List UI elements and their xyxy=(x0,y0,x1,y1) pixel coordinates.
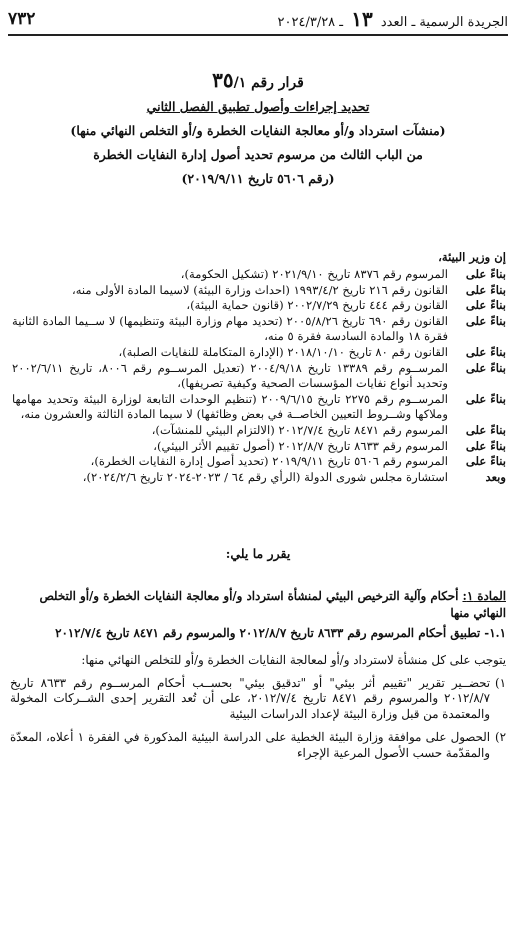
preamble-item-label: وبعد xyxy=(485,469,506,484)
decision-title-line4: (رقم ٥٦٠٦ تاريخ ٢٠١٩/٩/١١) xyxy=(181,171,335,186)
article-item-text: الحصول على موافقة وزارة البيئة الخطية على الدراسة البيئية المذكورة في الفقرة ١ أعلاه، المعدّة والمقدّمة حسب الأصول المرعية الإجراء xyxy=(10,730,490,760)
preamble xyxy=(12,249,506,485)
preamble-item-text: المرســوم رقم ٢٢٧٥ تاريخ ٢٠٠٩/٦/١٥ (تنظيم الوحدات التابعة لوزارة البيئة وتحديد مهامها وملاكها وشــروط التعيين الخاصــة في بعض وظائفها) لا سيما المادة الثالثة والعشرون منه، xyxy=(12,391,448,422)
preamble-item-text: القانون رقم ٤٤٤ تاريخ ٢٠٠٢/٧/٢٩ (قانون حماية البيئة)، xyxy=(186,298,448,313)
article-item xyxy=(10,676,506,722)
page-header xyxy=(8,8,508,36)
issue-date: ـ ٢٠٢٤/٣/٢٨ xyxy=(277,15,344,30)
preamble-item xyxy=(12,345,506,361)
preamble-item xyxy=(12,470,506,486)
decision-number: قرار رقم ٣٥/١ xyxy=(212,68,304,92)
preamble-item xyxy=(12,439,506,455)
preamble-item xyxy=(12,392,506,423)
gazette-info xyxy=(278,7,508,31)
decision-title-line1: تحديد إجراءات وأصول تطبيق الفصل الثاني xyxy=(146,99,370,114)
preamble-item xyxy=(12,314,506,345)
preamble-item-label: بناءً على xyxy=(465,298,506,313)
article-1-title xyxy=(10,588,506,622)
preamble-item-text: القانون رقم ٦٩٠ تاريخ ٢٠٠٥/٨/٢٦ (تحديد مهام وزارة البيئة وتنظيمها) لا ســيما المادة الثانية فقرة ١٨ والمادة السادسة فقرة ٥ منه، xyxy=(12,313,448,344)
preamble-item xyxy=(12,423,506,439)
article-1-heading: أحكام وآلية الترخيص البيئي لمنشأة استرداد و/أو معالجة النفايات الخطرة و/أو التخلص النهائي منها xyxy=(39,589,506,620)
preamble-list xyxy=(12,267,506,485)
preamble-item-text: المرسوم رقم ٥٦٠٦ تاريخ ٢٠١٩/٩/١١ (تحديد أصول إدارة النفايات الخطرة)، xyxy=(90,454,448,469)
preamble-item-label: بناءً على xyxy=(465,438,506,453)
preamble-item-text: المرسوم رقم ٨٣٧٦ تاريخ ٢٠٢١/٩/١٠ (تشكيل الحكومة)، xyxy=(180,267,448,281)
preamble-item-label: بناءً على xyxy=(465,454,506,469)
preamble-item-label: بناءً على xyxy=(465,267,506,281)
preamble-item xyxy=(12,454,506,470)
preamble-item-text: القانون رقم ٨٠ تاريخ ٢٠١٨/١٠/١٠ (الإدارة المتكاملة للنفايات الصلبة)، xyxy=(118,344,448,359)
preamble-item-label: بناءً على xyxy=(465,422,506,437)
page-number: ٧٣٢ xyxy=(8,9,36,29)
article-1 xyxy=(10,588,506,761)
decides-heading: يقرر ما يلي: xyxy=(225,546,291,561)
preamble-item-text: المرسوم رقم ٨٦٣٣ تاريخ ٢٠١٢/٨/٧ (أصول تقييم الأثر البيئي)، xyxy=(153,438,448,453)
preamble-item-label: بناءً على xyxy=(465,313,506,328)
preamble-item xyxy=(12,283,506,299)
preamble-item xyxy=(12,267,506,283)
preamble-item xyxy=(12,298,506,314)
preamble-item-text: المرسوم رقم ٨٤٧١ تاريخ ٢٠١٢/٧/٤ (الالتزام البيئي للمنشآت)، xyxy=(151,422,448,437)
decision-title-block xyxy=(0,68,516,191)
article-item-text: تحضــير تقرير "تقييم أثر بيئي" أو "تدقيق بيئي" بحســب أحكام المرســوم رقم ٨٦٣٣ تاريخ ٢٠١٢/٨/٧ والمرسوم رقم ٨٤٧١ تاريخ ٢٠١٢/٧/٤، على أن تُعد التقرير إحدى الشــركات المخولة والمعتمدة من قبل وزارة البيئة لإعداد الدراسات البيئية xyxy=(10,676,490,721)
decision-title-line2: (منشآت استرداد و/أو معالجة النفايات الخطرة و/أو التخلص النهائي منها) xyxy=(70,123,446,138)
article-item xyxy=(10,730,506,761)
article-item-number: ١) xyxy=(495,676,506,690)
gazette-name: الجريدة الرسمية ـ العدد xyxy=(380,15,508,30)
preamble-item-label: بناءً على xyxy=(465,282,506,297)
decision-title-line3: من الباب الثالث من مرسوم تحديد أصول إدارة النفايات الخطرة xyxy=(93,147,423,162)
preamble-item-text: المرســوم رقم ١٣٣٨٩ تاريخ ٢٠٠٤/٩/١٨ (تعديل المرســوم رقم ٨٠٠٦، تاريخ ٢٠٠٢/٦/١١ وتحديد أنواع نفايات المؤسسات الصحية وكيفية تصريفها)، xyxy=(12,360,448,391)
article-1-label: المادة ١: xyxy=(462,589,506,603)
preamble-item-text: استشارة مجلس شورى الدولة (الرأي رقم ٦٤ / ٢٠٢٣-٢٠٢٤ تاريخ ٢٠٢٤/٢/٦)، xyxy=(82,469,448,484)
issue-number: ١٣ xyxy=(351,7,373,31)
preamble-item-text: القانون رقم ٢١٦ تاريخ ١٩٩٣/٤/٢ (احداث وزارة البيئة) لاسيما المادة الأولى منه، xyxy=(71,282,448,297)
article-1-paragraph: يتوجب على كل منشأة لاسترداد و/أو لمعالجة النفايات الخطرة و/أو للتخلص النهائي منها: xyxy=(81,653,506,667)
article-1-items xyxy=(10,676,506,761)
preamble-intro: إن وزير البيئة، xyxy=(438,250,506,264)
article-item-number: ٢) xyxy=(495,730,506,745)
preamble-item xyxy=(12,361,506,392)
preamble-item-label: بناءً على xyxy=(465,344,506,359)
preamble-item-label: بناءً على xyxy=(465,391,506,406)
preamble-item-label: بناءً على xyxy=(465,360,506,375)
article-1-subsection: ١.١- تطبيق أحكام المرسوم رقم ٨٦٣٣ تاريخ ٢٠١٢/٨/٧ والمرسوم رقم ٨٤٧١ تاريخ ٢٠١٢/٧/٤ xyxy=(55,626,506,640)
